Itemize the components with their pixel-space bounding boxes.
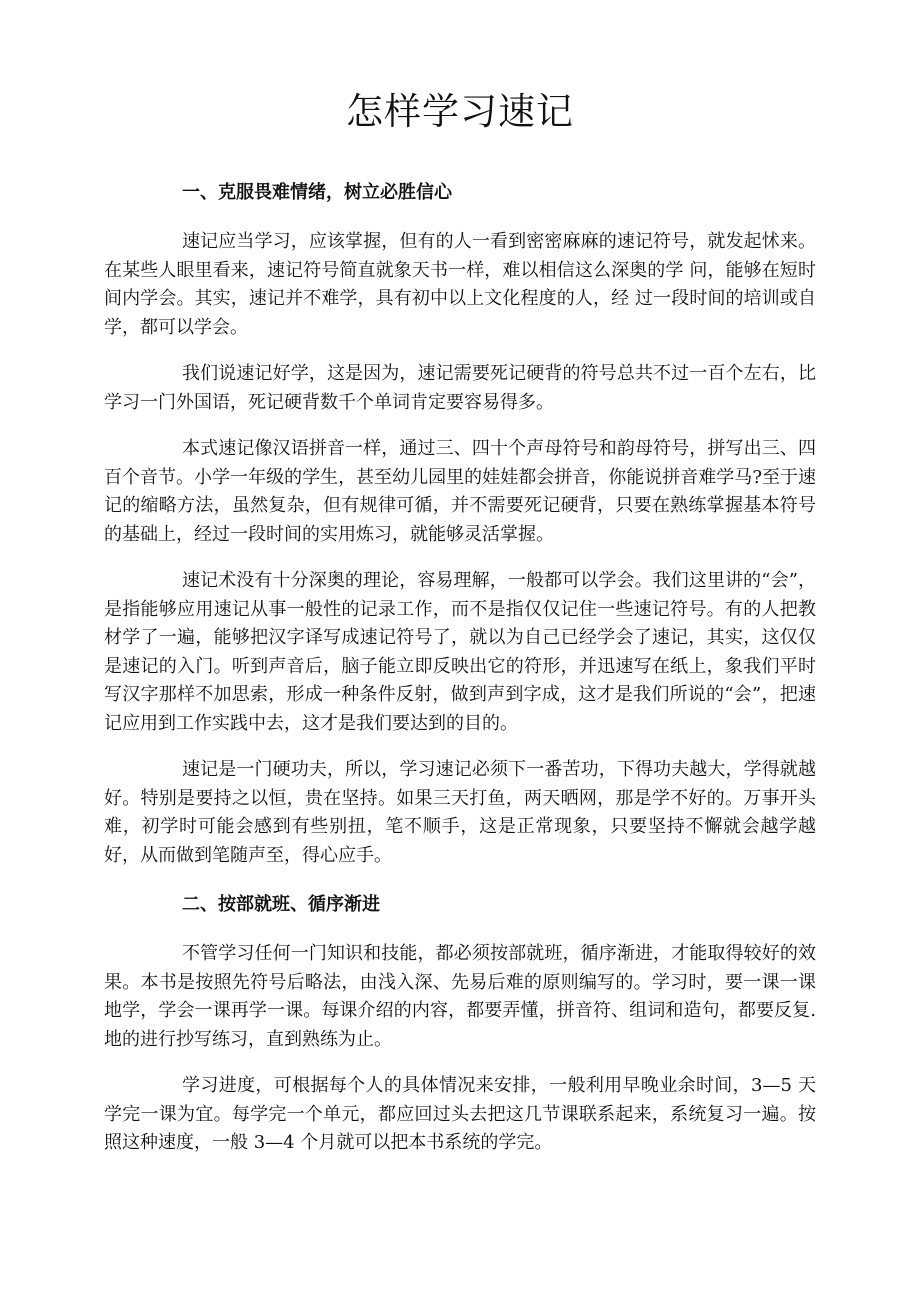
document-body (104, 176, 816, 1176)
section-1 (104, 176, 816, 870)
paragraph: 速记应当学习，应该掌握，但有的人一看到密密麻麻的速记符号，就发起怵来。在某些人眼里看来，速记符号简直就象天书一样，难以相信这么深奥的学 问，能够在短时间内学会。其实，速记并不难学，具有初中以上文化程度的人，经 过一段时间的培训或自学，都可以学会。 (104, 231, 816, 338)
paragraph: 本式速记像汉语拼音一样，通过三、四十个声母符号和韵母符号，拼写出三、四百个音节。小学一年级的学生，甚至幼儿园里的娃娃都会拼音，你能说拼音难学马?至于速记的缩略方法，虽然复杂，但有规律可循，并不需要死记硬背，只要在熟练掌握基本符号的基础上，经过一段时间的实用炼习，就能够灵活掌握。 (104, 438, 816, 545)
paragraph: 不管学习任何一门知识和技能，都必须按部就班，循序渐进，才能取得较好的效果。本书是按照先符号后略法，由浅入深、先易后难的原则编写的。学习时，要一课一课地学，学会一课再学一课。每课介绍的内容，都要弄懂，拼音符、组词和造句，都要反复.地的进行抄写练习，直到熟练为止。 (104, 943, 816, 1050)
section-2 (104, 888, 816, 1158)
paragraph: 我们说速记好学，这是因为，速记需要死记硬背的符号总共不过一百个左右，比学习一门外国语，死记硬背数千个单词肯定要容易得多。 (104, 363, 816, 413)
paragraph: 学习进度，可根据每个人的具体情况来安排，一般利用早晚业余时间，3—5 天学完一课为宜。每学完一个单元，都应回过头去把这几节课联系起来，系统复习一遍。按照这种速度，一般 3—4 个月就可以把本书系统的学完。 (104, 1075, 816, 1153)
section-heading: 二、按部就班、循序渐进 (182, 894, 380, 915)
document-title: 怎样学习速记 (346, 90, 574, 133)
paragraph: 速记是一门硬功夫，所以，学习速记必须下一番苦功，下得功夫越大，学得就越好。特别是要持之以恒，贵在坚持。如果三天打鱼，两天晒网，那是学不好的。万事开头难，初学时可能会感到有些别扭，笔不顺手，这是正常现象，只要坚持不懈就会越学越好，从而做到笔随声至，得心应手。 (104, 759, 816, 866)
paragraph: 速记术没有十分深奥的理论，容易理解，一般都可以学会。我们这里讲的“会”，是指能够应用速记从事一般性的记录工作，而不是指仅仅记住一些速记符号。有的人把教材学了一遍，能够把汉字译写成速记符号了，就以为自己已经学会了速记，其实，这仅仅是速记的入门。听到声音后，脑子能立即反映出它的符形，并迅速写在纸上，象我们平时写汉字那样不加思索，形成一种条件反射，做到声到字成，这才是我们所说的“会”，把速记应用到工作实践中去，这才是我们要达到的目的。 (104, 570, 816, 734)
section-heading: 一、克服畏难情绪，树立必胜信心 (182, 182, 452, 203)
